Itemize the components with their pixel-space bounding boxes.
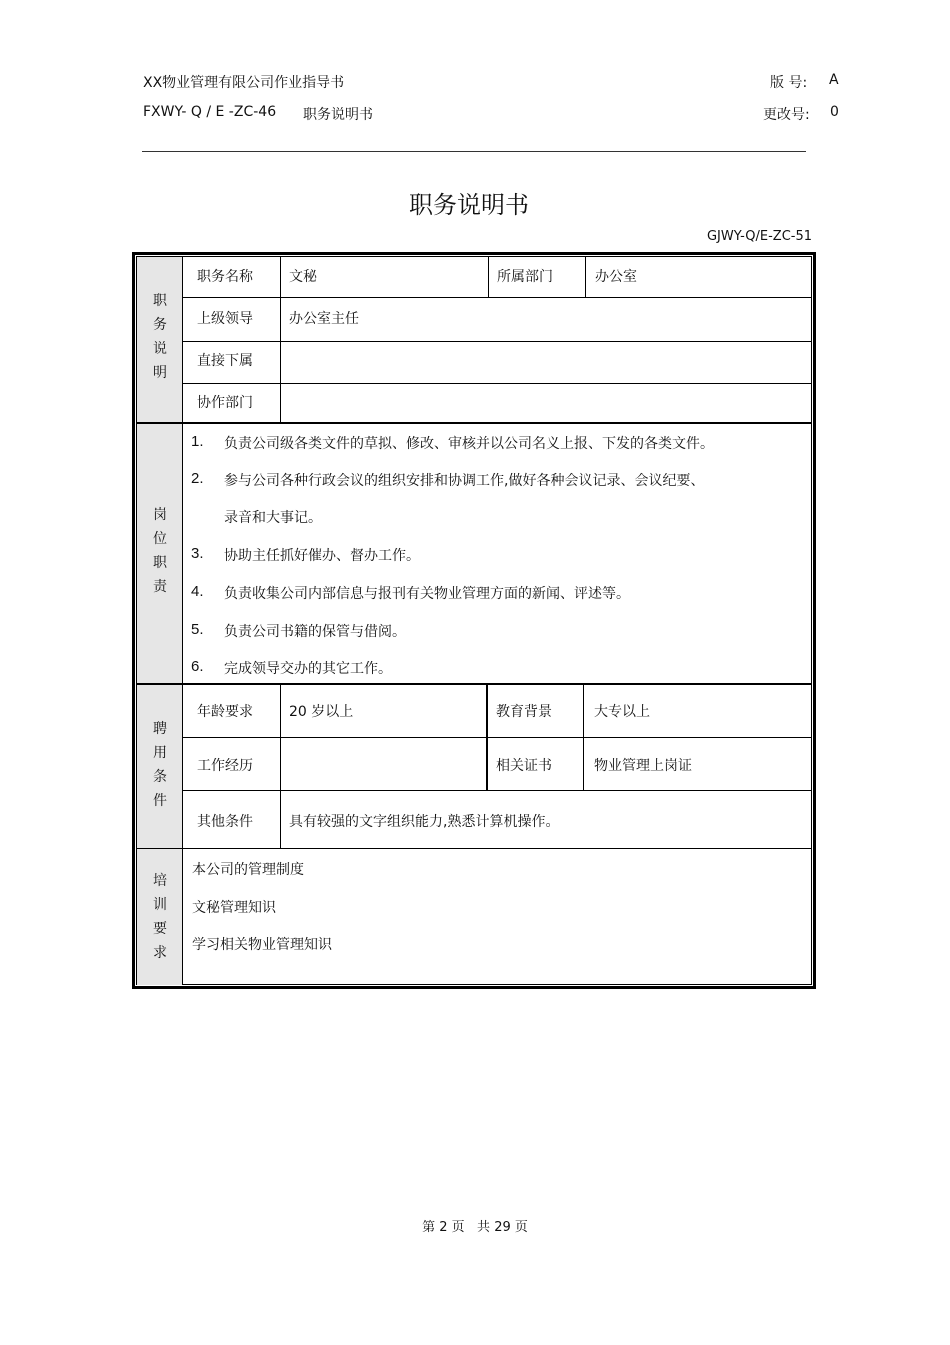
- divider-duty-resp: [136, 422, 812, 424]
- revision-label: 更改号:: [763, 107, 810, 123]
- page-suffix: 页: [514, 1220, 528, 1235]
- duty-name-value: 文秘: [289, 269, 317, 285]
- form-number: GJWY-Q/E-ZC-51: [706, 229, 812, 244]
- resp-text: 负责公司级各类文件的草拟、修改、审核并以公司名义上报、下发的各类文件。: [224, 436, 714, 452]
- page-footer: [0, 1216, 950, 1235]
- page-total: 29: [494, 1220, 511, 1235]
- version-label: 版 号:: [770, 75, 808, 91]
- education-value: 大专以上: [594, 704, 650, 720]
- section-duty-label: 职务说明: [153, 293, 167, 381]
- resp-num: 1.: [191, 433, 204, 450]
- resp-num: 6.: [191, 658, 204, 675]
- resp-num: 4.: [191, 583, 204, 600]
- superior-label: 上级领导: [197, 311, 253, 327]
- page-mid: 页 共: [451, 1220, 491, 1235]
- grid-line: [183, 790, 812, 791]
- section-responsibilities: [137, 423, 183, 683]
- page-prefix: 第: [422, 1220, 436, 1235]
- training-item: 本公司的管理制度: [192, 862, 304, 878]
- training-item: 文秘管理知识: [192, 900, 276, 916]
- page-title: 职务说明书: [409, 191, 529, 219]
- resp-text: 协助主任抓好催办、督办工作。: [224, 548, 420, 564]
- duty-dept-value: 办公室: [595, 269, 637, 285]
- doc-name: 职务说明书: [303, 107, 373, 123]
- resp-text-cont: 录音和大事记。: [224, 510, 322, 526]
- age-label: 年龄要求: [197, 704, 253, 720]
- subordinate-label: 直接下属: [197, 353, 253, 369]
- resp-text: 参与公司各种行政会议的组织安排和协调工作,做好各种会议记录、会议纪要、: [224, 473, 705, 489]
- company-header: XX物业管理有限公司作业指导书: [143, 75, 345, 91]
- experience-label: 工作经历: [197, 758, 253, 774]
- section-hire-label: 聘用条件: [153, 721, 167, 809]
- superior-value: 办公室主任: [289, 311, 359, 327]
- certificate-value: 物业管理上岗证: [594, 758, 692, 774]
- education-label: 教育背景: [496, 704, 552, 720]
- divider-resp-hire: [136, 683, 812, 685]
- revision-value: 0: [830, 104, 839, 120]
- grid-line: [183, 341, 812, 342]
- age-value: 20 岁以上: [289, 704, 354, 720]
- other-value: 具有较强的文字组织能力,熟悉计算机操作。: [289, 814, 560, 830]
- training-item: 学习相关物业管理知识: [192, 937, 332, 953]
- duty-dept-label: 所属部门: [497, 269, 553, 285]
- coop-dept-label: 协作部门: [197, 395, 253, 411]
- section-training: [137, 849, 183, 985]
- resp-text: 负责公司书籍的保管与借阅。: [224, 624, 406, 640]
- grid-line: [280, 685, 281, 848]
- grid-line: [183, 383, 812, 384]
- section-hiring: [137, 685, 183, 848]
- section-duty: [137, 257, 183, 422]
- resp-num: 2.: [191, 470, 204, 487]
- divider-hire-train: [136, 848, 812, 849]
- resp-text: 完成领导交办的其它工作。: [224, 661, 392, 677]
- grid-line: [583, 685, 584, 790]
- grid-line: [486, 685, 488, 790]
- resp-num: 3.: [191, 545, 204, 562]
- grid-line: [280, 257, 281, 422]
- section-resp-label: 岗位职责: [153, 507, 167, 595]
- grid-line: [488, 257, 489, 297]
- resp-num: 5.: [191, 621, 204, 638]
- resp-text: 负责收集公司内部信息与报刊有关物业管理方面的新闻、评述等。: [224, 586, 630, 602]
- certificate-label: 相关证书: [496, 758, 552, 774]
- header-divider: [142, 151, 806, 152]
- grid-line: [183, 297, 812, 298]
- version-value: A: [829, 72, 839, 88]
- doc-code: FXWY- Q / E -ZC-46: [143, 104, 277, 120]
- grid-line: [183, 737, 812, 738]
- duty-name-label: 职务名称: [197, 269, 253, 285]
- section-train-label: 培训要求: [153, 873, 167, 961]
- page-current: 2: [439, 1220, 448, 1235]
- grid-line: [585, 257, 586, 297]
- other-label: 其他条件: [197, 814, 253, 830]
